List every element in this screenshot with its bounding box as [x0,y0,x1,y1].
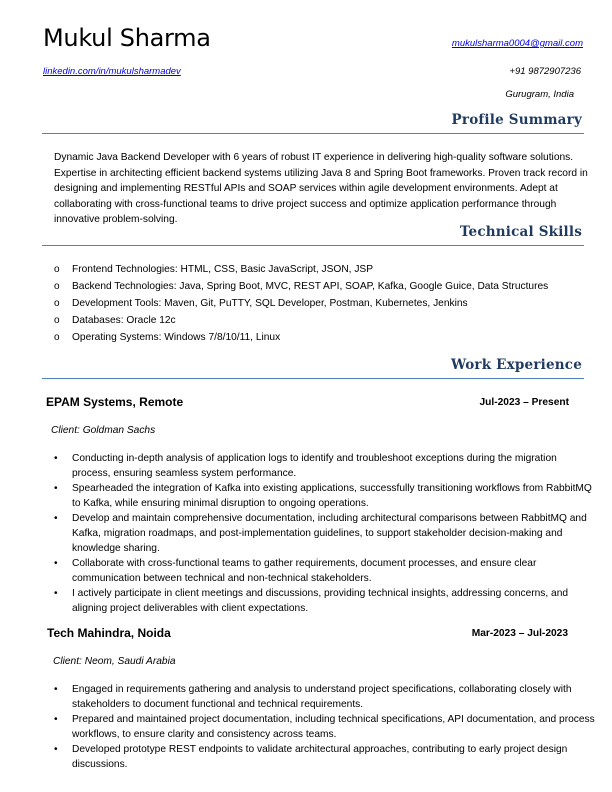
skill-text: Operating Systems: Windows 7/8/10/11, Linux [72,332,281,343]
skill-item [54,295,594,312]
linkedin-link[interactable]: linkedin.com/in/mukulsharmadev [43,66,181,77]
job-bullet [54,451,594,481]
job-company: EPAM Systems, Remote [46,395,184,409]
job-dates: Mar-2023 – Jul-2023 [471,628,568,639]
bullet-text: Conducting in-depth analysis of application logs to identify and troubleshoot exceptions during the migration process, ensuring seamless system performance. [72,453,557,479]
bullet-text: Developed prototype REST endpoints to validate architectural approaches, contributing to early project design discussions. [72,744,568,770]
job-bullet [54,481,594,511]
bullet-icon: • [54,483,58,494]
skill-text: Databases: Oracle 12c [72,315,176,326]
job-bullet [54,556,594,586]
job-bullet [54,586,594,616]
circle-bullet-icon: o [54,298,60,309]
job-bullets [54,451,594,616]
job-bullet [54,712,599,742]
bullet-text: Collaborate with cross-functional teams to gather requirements, document processes, and ensure clear communication between technical and non-technical stakeholders. [72,558,537,584]
bullet-icon: • [54,453,58,464]
skill-item [54,278,594,295]
section-title-profile-summary: Profile Summary [451,112,582,128]
candidate-name: Mukul Sharma [43,24,211,52]
section-divider [42,133,584,134]
skills-list [54,261,594,346]
circle-bullet-icon: o [54,332,60,343]
job-dates: Jul-2023 – Present [479,397,569,408]
location: Gurugram, India [505,89,574,100]
section-title-technical-skills: Technical Skills [459,224,582,240]
job-company: Tech Mahindra, Noida [47,626,171,640]
bullet-text: Engaged in requirements gathering and analysis to understand project specifications, collaborating closely with stakeholders to document functional and technical requirements. [72,684,572,710]
bullet-text: Prepared and maintained project documentation, including technical specifications, API documentation, and process workflows, to ensure clarity and consistency across teams. [72,714,595,740]
job-bullets [54,682,599,772]
circle-bullet-icon: o [54,315,60,326]
circle-bullet-icon: o [54,264,60,275]
job-client: Client: Neom, Saudi Arabia [53,656,176,667]
bullet-icon: • [54,558,58,569]
circle-bullet-icon: o [54,281,60,292]
job-bullet [54,742,599,772]
phone-number: +91 9872907236 [509,66,581,77]
job-bullet [54,682,599,712]
skill-item [54,312,594,329]
bullet-icon: • [54,714,58,725]
job-client: Client: Goldman Sachs [51,425,156,436]
skill-text: Backend Technologies: Java, Spring Boot, MVC, REST API, SOAP, Kafka, Google Guice, Data Structures [72,281,549,292]
skill-item [54,329,594,346]
bullet-text: Spearheaded the integration of Kafka into existing applications, successfully transitioning workflows from RabbitMQ to Kafka, while ensuring minimal disruption to ongoing operations. [72,483,592,509]
bullet-icon: • [54,684,58,695]
skill-text: Development Tools: Maven, Git, PuTTY, SQL Developer, Postman, Kubernetes, Jenkins [72,298,468,309]
profile-summary-text: Dynamic Java Backend Developer with 6 years of robust IT experience in delivering high-quality software solutions. Expertise in architecting efficient backend systems utilizing Java 8 and Spring Boot frameworks. Proven track record in designing and implementing RESTful APIs and SOAP services within agile development environments. Adept at collaborating with cross-functional teams to drive project success and optimize application performance through innovative problem-solving. [54,152,588,226]
bullet-icon: • [54,744,58,755]
email-link[interactable]: mukulsharma0004@gmail.com [451,38,583,49]
bullet-text: I actively participate in client meetings and discussions, providing technical insights, addressing concerns, and aligning project deliverables with client expectations. [72,588,569,614]
section-title-work-experience: Work Experience [450,357,582,373]
skill-item [54,261,594,278]
bullet-icon: • [54,513,58,524]
job-bullet [54,511,594,556]
section-divider [42,378,584,379]
bullet-icon: • [54,588,58,599]
section-divider [42,245,584,246]
skill-text: Frontend Technologies: HTML, CSS, Basic JavaScript, JSON, JSP [72,264,374,275]
bullet-text: Develop and maintain comprehensive documentation, including architectural comparisons between RabbitMQ and Kafka, migration roadmaps, and post-implementation guidelines, to support stakeholder decision-making and knowledge sharing. [72,513,587,554]
